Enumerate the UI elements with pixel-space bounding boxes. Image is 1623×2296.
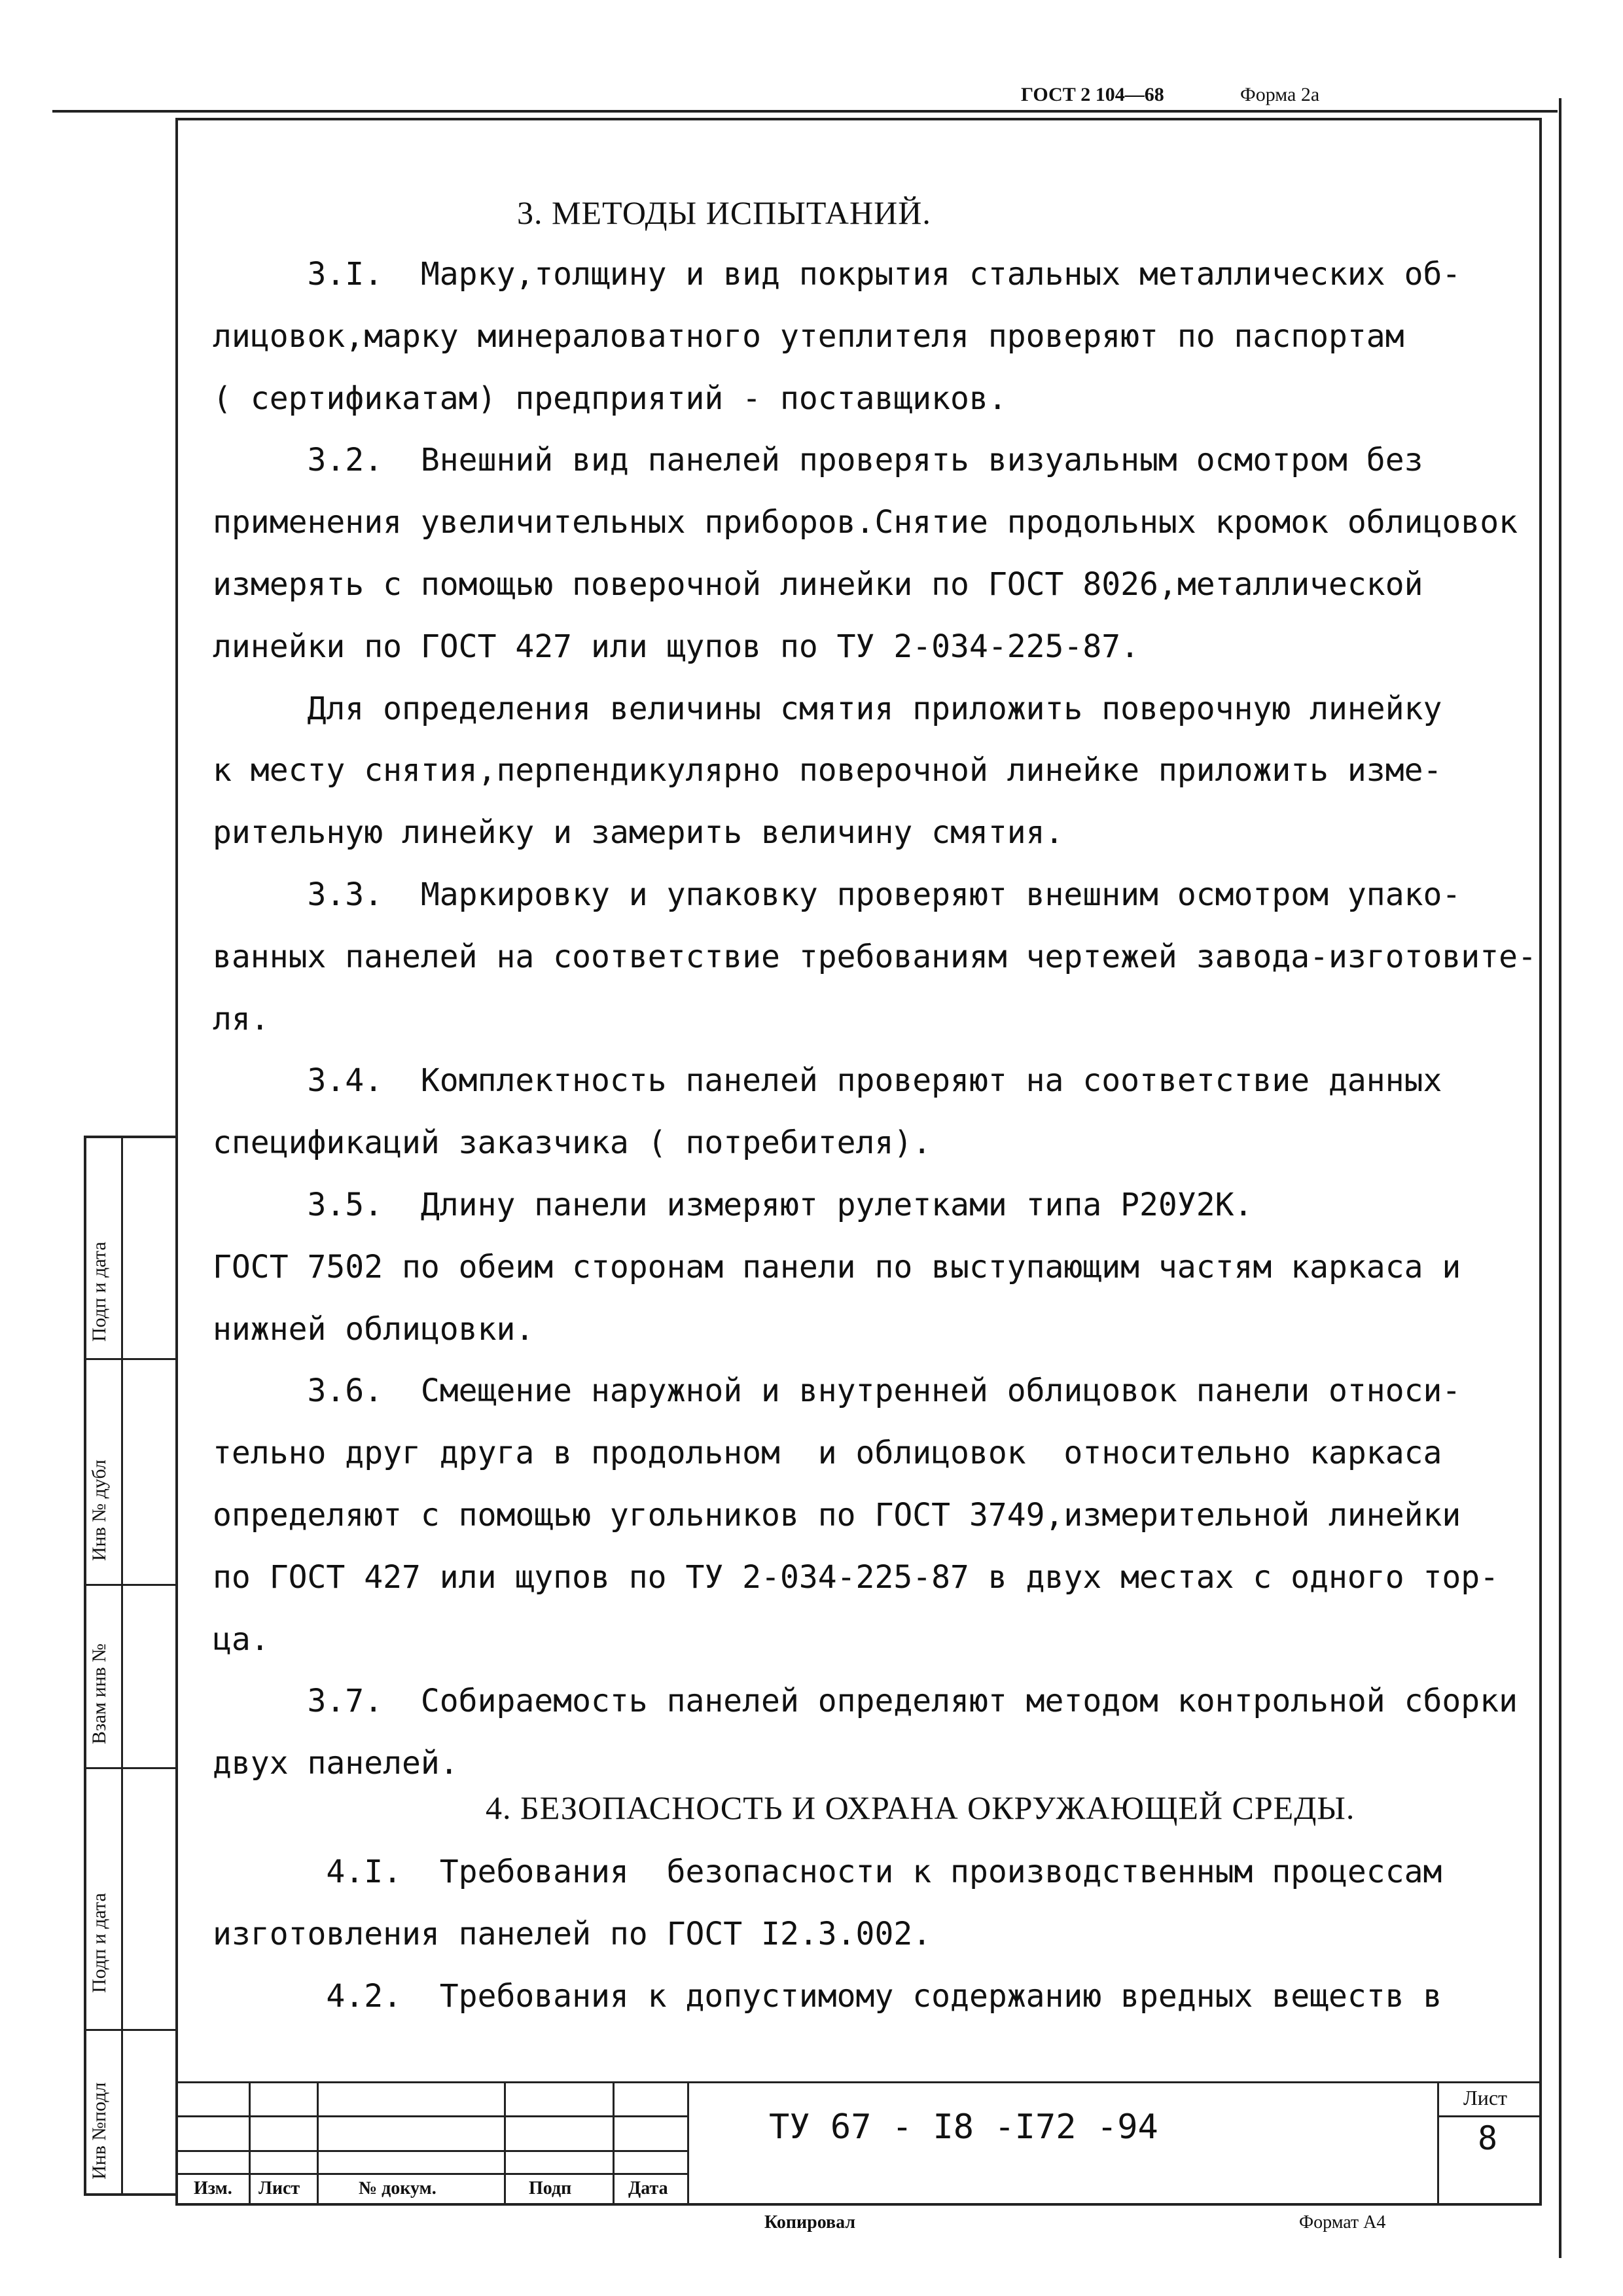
stamp-col-1 [249, 2081, 251, 2206]
section-4-title: 4. БЕЗОПАСНОСТЬ И ОХРАНА ОКРУЖАЮЩЕЙ СРЕДЫ. [486, 1789, 1355, 1826]
stamp-col-change: Изм. [194, 2178, 232, 2198]
side-sep-2 [84, 1584, 175, 1586]
stamp-row-3 [175, 2173, 687, 2175]
text-line: ( сертификатам) предприятий - поставщиков. [213, 380, 1007, 417]
text-line: 3.I. Марку,толщину и вид покрытия стальных металлических об- [213, 256, 1461, 293]
side-label-sign-date-2: Подп и дата [88, 1893, 110, 1993]
side-label-sign-date: Подп и дата [88, 1242, 110, 1342]
text-line: определяют с помощью угольников по ГОСТ 3749,измерительной линейки [213, 1497, 1461, 1534]
text-line: двух панелей. [213, 1745, 459, 1782]
text-line: 3.5. Длину панели измеряют рулетками типа Р20У2К. [213, 1187, 1253, 1223]
text-line: линейки по ГОСТ 427 или щупов по ТУ 2-034-225-87. [213, 628, 1140, 665]
text-line: 4.I. Требования безопасности к производственным процессам [213, 1854, 1442, 1890]
side-strip-divider [121, 1136, 123, 2196]
section-3-title: 3. МЕТОДЫ ИСПЫТАНИЙ. [517, 194, 931, 231]
document-number: ТУ 67 - I8 -I72 -94 [769, 2108, 1158, 2147]
text-line: рительную линейку и замерить величину смятия. [213, 814, 1064, 852]
text-line: ГОСТ 7502 по обеим сторонам панели по выступающим частям каркаса и [213, 1248, 1461, 1285]
text-line: по ГОСТ 427 или щупов по ТУ 2-034-225-87 в двух местах с одного тор- [213, 1558, 1499, 1596]
text-line: ля. [213, 1000, 270, 1037]
text-line: Для определения величины смятия приложить поверочную линейку [213, 690, 1442, 727]
page-frame [175, 118, 1542, 2206]
stamp-col-sheet: Лист [259, 2178, 300, 2198]
footer-format: Формат А4 [1299, 2212, 1386, 2233]
text-line: нижней облицовки. [213, 1310, 535, 1348]
text-line: тельно друг друга в продольном и облицовок относительно каркаса [213, 1435, 1442, 1472]
text-line: спецификаций заказчика ( потребителя). [213, 1124, 932, 1162]
text-line: 3.4. Комплектность панелей проверяют на соответствие данных [213, 1062, 1442, 1100]
stamp-top-line [175, 2081, 1542, 2083]
outer-right-border [1559, 98, 1561, 2258]
gost-label: ГОСТ 2 104—68 [1021, 84, 1164, 105]
stamp-col-6 [1437, 2081, 1439, 2206]
outer-top-border [52, 110, 1558, 113]
side-label-inv-dupl: Инв № дубл [88, 1460, 110, 1561]
side-sep-3 [84, 1767, 175, 1769]
side-sep-4 [84, 2029, 175, 2031]
text-line: 3.6. Смещение наружной и внутренней облицовок панели относи- [213, 1372, 1461, 1410]
stamp-col-2 [317, 2081, 319, 2206]
form-label: Форма 2а [1240, 84, 1320, 105]
stamp-col-5 [687, 2081, 689, 2206]
text-line: ца. [213, 1621, 270, 1658]
stamp-col-sign: Подп [529, 2178, 572, 2198]
sheet-label: Лист [1463, 2086, 1508, 2109]
side-sep-1 [84, 1358, 175, 1360]
text-line: применения увеличительных приборов.Снятие продольных кромок облицовок [213, 504, 1518, 541]
text-line: лицовок,марку минераловатного утеплителя проверяют по паспортам [213, 317, 1404, 355]
text-line: 3.3. Маркировку и упаковку проверяют внешним осмотром упако- [213, 876, 1461, 913]
text-line: 3.2. Внешний вид панелей проверять визуальным осмотром без [213, 442, 1423, 479]
stamp-col-date: Дата [628, 2178, 668, 2198]
footer-copied: Копировал [764, 2212, 856, 2233]
text-line: изготовления панелей по ГОСТ I2.3.002. [213, 1915, 932, 1952]
text-line: к месту снятия,перпендикулярно поверочной линейке приложить изме- [213, 752, 1442, 789]
stamp-row-1 [175, 2115, 687, 2117]
text-line: 4.2. Требования к допустимому содержанию вредных веществ в [213, 1977, 1442, 2015]
side-label-replaced-inv: Взам инв № [88, 1643, 110, 1744]
text-line: 3.7. Собираемость панелей определяют методом контрольной сборки [213, 1683, 1518, 1720]
sheet-divider [1437, 2115, 1542, 2117]
stamp-row-2 [175, 2150, 687, 2152]
text-line: ванных панелей на соответствие требованиям чертежей завода-изготовите- [213, 938, 1537, 975]
stamp-col-doc: № докум. [359, 2178, 437, 2198]
stamp-col-4 [613, 2081, 615, 2206]
stamp-col-3 [504, 2081, 506, 2206]
sheet-number: 8 [1478, 2119, 1498, 2157]
text-line: измерять с помощью поверочной линейки по ГОСТ 8026,металлической [213, 566, 1423, 603]
side-label-inv-original: Инв №подл [88, 2082, 110, 2179]
